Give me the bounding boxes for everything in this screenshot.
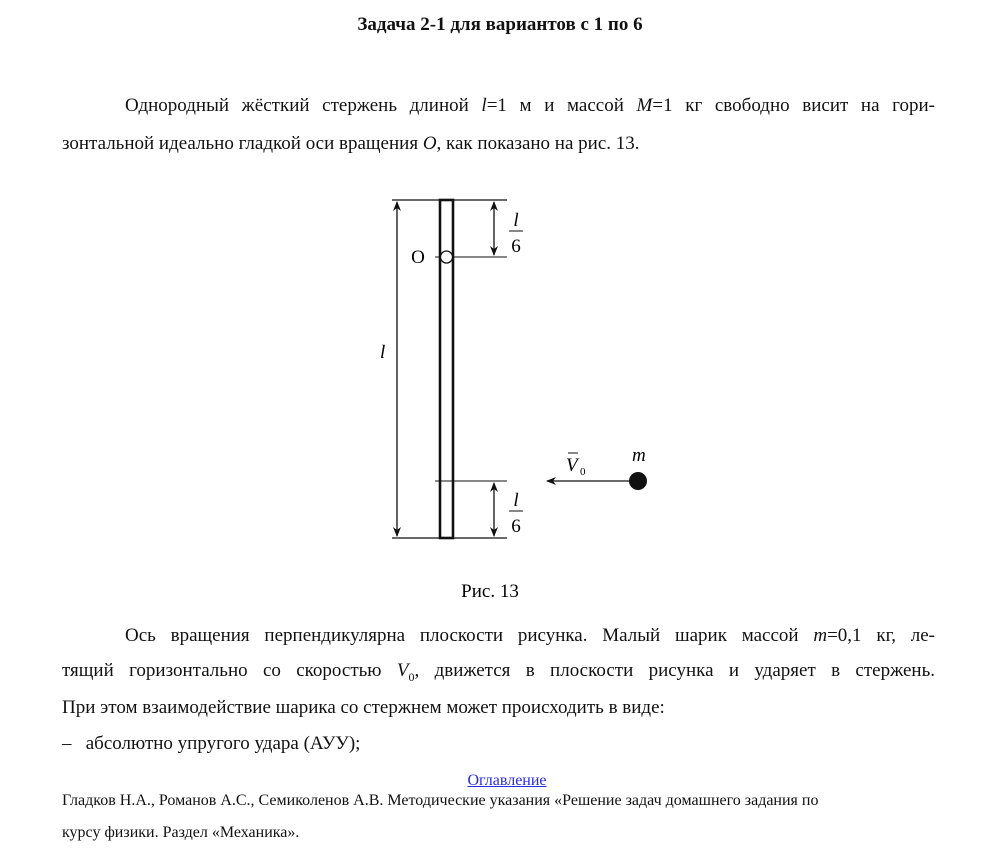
text: =1 м и массой [486,95,637,116]
toc-link[interactable]: Оглавление [467,772,547,789]
footer-line2: курсу физики. Раздел «Механика». [62,824,300,841]
text: =0,1 кг, ле- [827,625,935,646]
text: =1 кг свободно висит на гори- [652,95,935,116]
label-O: O [411,247,425,268]
frac-num-top: l [513,210,519,231]
var-O: O [422,133,437,154]
list-item-auu: – абсолютно упругого удара (АУУ); [62,733,361,754]
label-l: l [380,342,386,363]
subscript: 0 [408,669,415,684]
var-l: l [481,95,487,116]
text: , как показано на рис. 13. [436,133,640,154]
frac-den-bottom: 6 [511,516,521,537]
pivot-circle [441,251,453,263]
var-m: m [813,625,828,646]
para2-line2 [62,659,935,689]
frac-num-bottom: l [513,490,519,511]
text: тящий горизонтально со скоростью [62,660,397,681]
footer-line1: Гладков Н.А., Романов А.С., Семиколенов А.В. Методические указания «Решение задач домашнего задания по [62,792,819,809]
label-V-sub: 0 [580,466,586,478]
text: зонтальной идеально гладкой оси вращения [62,133,423,154]
problem-title: Задача 2-1 для вариантов с 1 по 6 [357,14,643,35]
text: Однородный жёсткий стержень длиной [125,95,482,116]
text: , движется в плоскости рисунка и ударяет в стержень. [414,660,935,681]
ball [629,472,647,490]
var-V: V [396,660,409,681]
para2-line1 [125,624,935,648]
label-m: m [632,445,646,466]
label-V: V [566,455,578,476]
para2-line3: При этом взаимодействие шарика со стержнем может происходить в виде: [62,697,665,718]
frac-den-top: 6 [511,236,521,257]
figure-caption: Рис. 13 [461,581,519,600]
text: Ось вращения перпендикулярна плоскости рисунка. Малый шарик массой [125,625,814,646]
var-M: M [636,95,653,116]
